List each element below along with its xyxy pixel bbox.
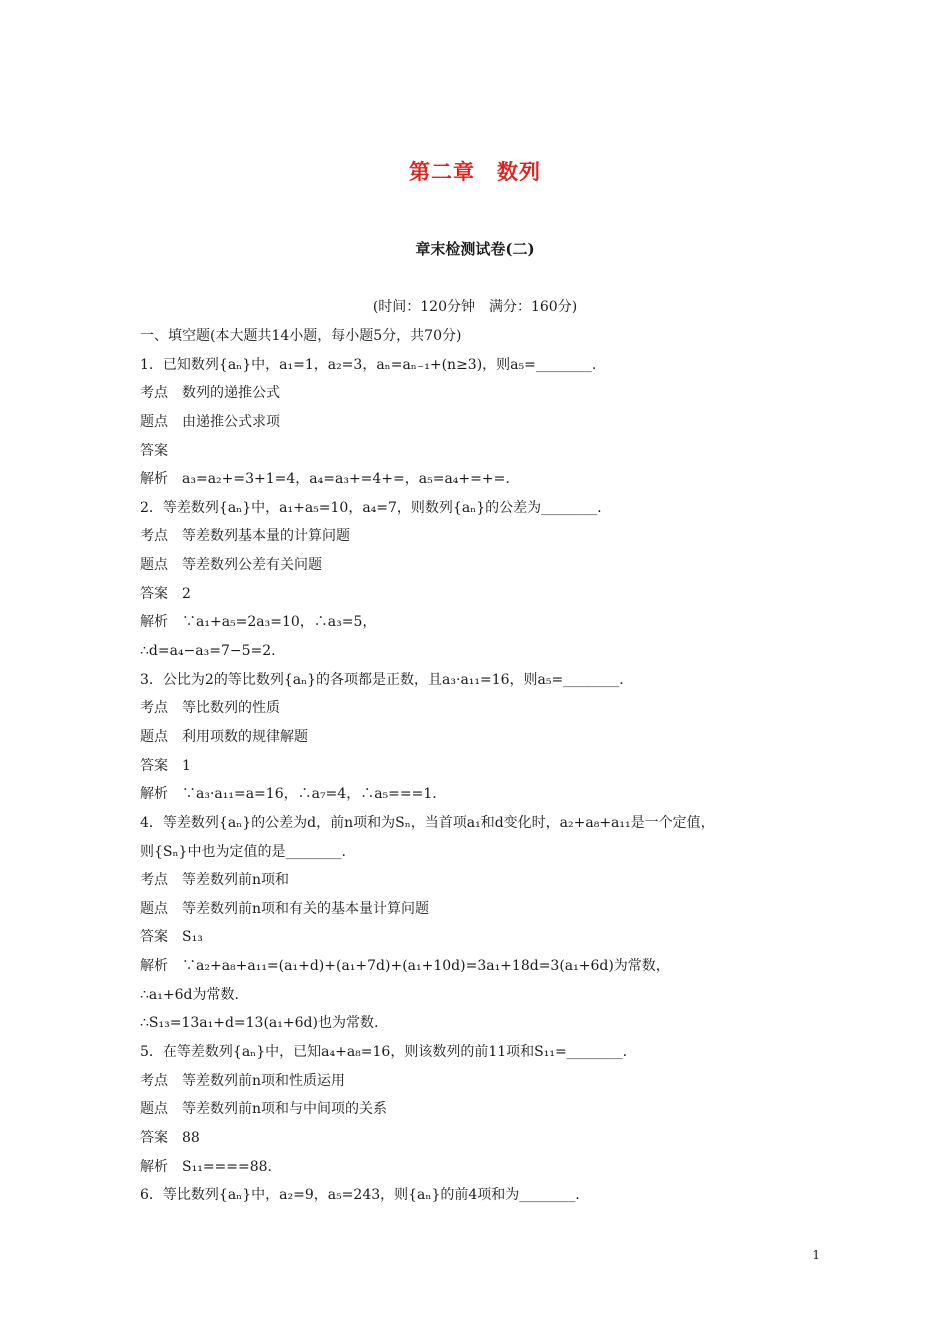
text-line: 6．等比数列{aₙ}中，a₂=9，a₅=243，则{aₙ}的前4项和为________. — [140, 1187, 580, 1204]
text-line: 考点 等差数列前n项和性质运用 — [140, 1072, 346, 1089]
text-line: 题点 利用项数的规律解题 — [140, 728, 308, 745]
chapter-title: 第二章 数列 — [409, 159, 541, 184]
text-line: 答案 2 — [140, 585, 191, 602]
text-line: 解析 ∵a₂+a₈+a₁₁=(a₁+d)+(a₁+7d)+(a₁+10d)=3a₁+18d=3(a₁+6d)为常数， — [140, 958, 670, 975]
text-line: 一、填空题(本大题共14小题，每小题5分，共70分) — [140, 328, 462, 344]
text-line: 答案 1 — [140, 757, 191, 774]
text-line: 1．已知数列{aₙ}中，a₁=1，a₂=3，aₙ=aₙ₋₁+(n≥3)，则a₅=________. — [140, 356, 597, 373]
text-line: 解析 a₃=a₂+=3+1=4，a₄=a₃+=4+=，a₅=a₄+=+=. — [140, 471, 510, 488]
text-line: 3．公比为2的等比数列{aₙ}的各项都是正数，且a₃·a₁₁=16，则a₅=________. — [140, 671, 624, 688]
text-line: ∴d=a₄−a₃=7−5=2. — [140, 643, 276, 660]
text-line: 解析 ∵a₃·a₁₁=a=16，∴a₇=4，∴a₅===1. — [140, 786, 437, 803]
text-line: 考点 等比数列的性质 — [140, 700, 280, 717]
text-line: 题点 等差数列前n项和有关的基本量计算问题 — [140, 900, 430, 917]
text-line: 5．在等差数列{aₙ}中，已知a₄+a₈=16，则该数列的前11项和S₁₁=________. — [140, 1044, 628, 1061]
text-line: 考点 等差数列基本量的计算问题 — [140, 528, 350, 545]
text-line: 考点 数列的递推公式 — [140, 385, 280, 402]
text-line: 题点 由递推公式求项 — [140, 413, 280, 430]
text-line: 题点 等差数列公差有关问题 — [140, 557, 322, 574]
text-line: 答案 88 — [140, 1129, 200, 1146]
exam-title: 章末检测试卷(二) — [415, 240, 535, 258]
exam-body — [140, 322, 830, 1210]
text-line: 考点 等差数列前n项和 — [140, 872, 290, 889]
text-line: ∴a₁+6d为常数. — [140, 986, 239, 1003]
text-line: 答案 — [140, 442, 168, 459]
text-line: ∴S₁₃=13a₁+d=13(a₁+6d)也为常数. — [140, 1015, 379, 1032]
text-line: 则{Sₙ}中也为定值的是________. — [140, 843, 346, 860]
text-line: 答案 S₁₃ — [140, 929, 203, 946]
exam-meta: (时间：120分钟 满分：160分) — [372, 299, 578, 315]
text-line: 解析 ∵a₁+a₅=2a₃=10，∴a₃=5， — [140, 614, 377, 631]
page-number: 1 — [812, 1248, 820, 1262]
text-line: 解析 S₁₁====88. — [140, 1158, 273, 1175]
text-line: 题点 等差数列前n项和与中间项的关系 — [140, 1101, 388, 1118]
text-line: 4．等差数列{aₙ}的公差为d，前n项和为Sₙ，当首项a₁和d变化时，a₂+a₈+a₁₁是一个定值， — [140, 814, 715, 831]
text-line: 2．等差数列{aₙ}中，a₁+a₅=10，a₄=7，则数列{aₙ}的公差为________. — [140, 499, 602, 516]
